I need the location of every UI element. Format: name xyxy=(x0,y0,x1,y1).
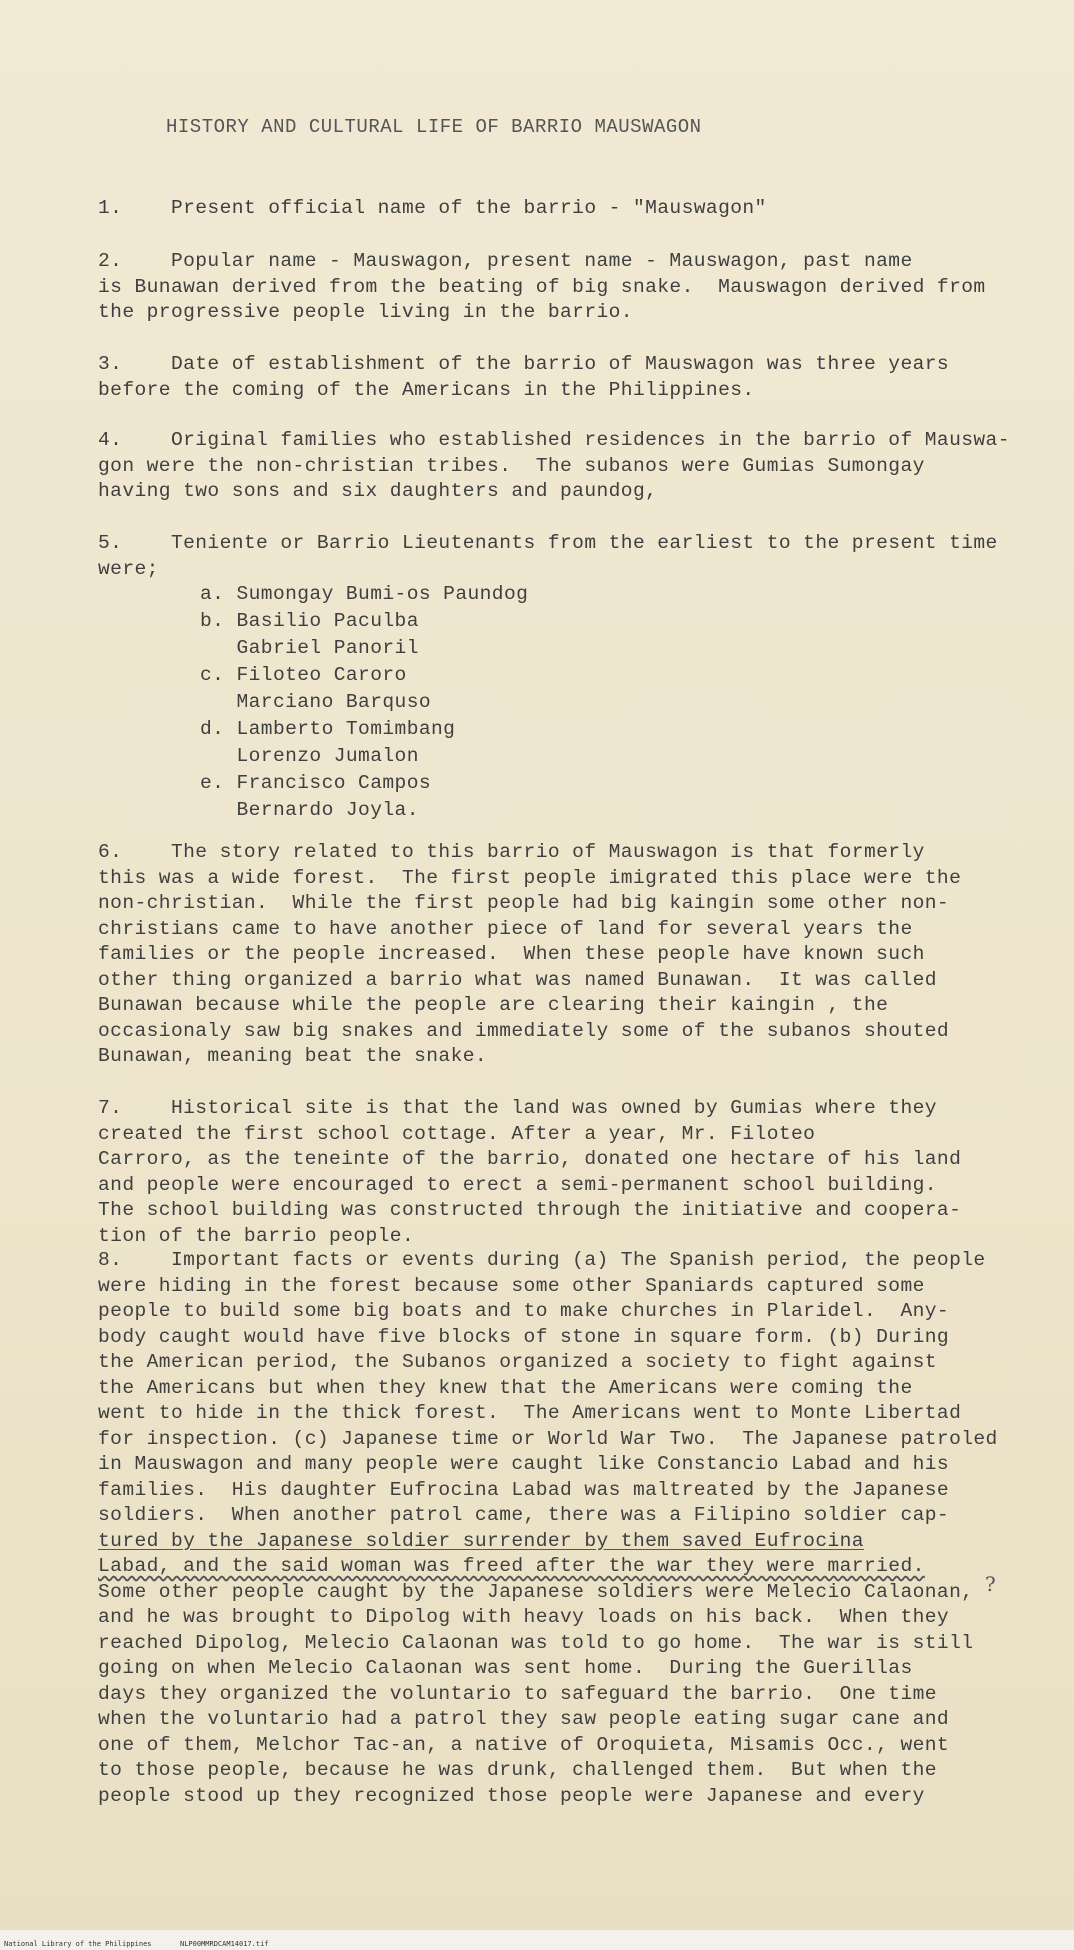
text-line: Bunawan, meaning beat the snake. xyxy=(98,1045,488,1067)
paragraph-1 xyxy=(98,196,1038,222)
text-line: the Americans but when they knew that the Americans were coming the xyxy=(98,1376,913,1399)
text-line: were; xyxy=(98,557,159,580)
text-line: families or the people increased. When these people have known such xyxy=(98,943,925,965)
list-item: d. Lamberto Tomimbang xyxy=(200,718,456,740)
text-line: for inspection. (c) Japanese time or World War Two. The Japanese patroled xyxy=(98,1427,998,1450)
text-line: went to hide in the thick forest. The Americans went to Monte Libertad xyxy=(98,1402,962,1424)
paragraph-4 xyxy=(98,428,1038,505)
paragraph-6 xyxy=(98,840,1038,1070)
text-line: people to build some big boats and to make churches in Plaridel. Any- xyxy=(98,1300,950,1322)
text-line: and he was brought to Dipolog with heavy loads on his back. When they xyxy=(98,1606,950,1628)
paragraph-8 xyxy=(98,1248,1038,1809)
text-line: going on when Melecio Calaonan was sent home. During the Guerillas xyxy=(98,1657,913,1679)
list-item: Bernardo Joyla. xyxy=(200,799,419,821)
text-line: having two sons and six daughters and paundog, xyxy=(98,480,658,502)
text-line: 6. The story related to this barrio of Mauswagon is that formerly xyxy=(98,841,925,863)
text-line: to those people, because he was drunk, challenged them. But when the xyxy=(98,1759,937,1781)
text-line: created the first school cottage. After a year, Mr. Filoteo xyxy=(98,1122,816,1145)
text-line: tion of the barrio people. xyxy=(98,1224,415,1247)
text-line: 1. Present official name of the barrio - "Mauswagon" xyxy=(98,197,767,219)
text-line: is Bunawan derived from the beating of big snake. Mauswagon derived from xyxy=(98,275,986,298)
text-line: this was a wide forest. The first people imigrated this place were the xyxy=(98,866,962,889)
paragraph-3 xyxy=(98,352,1038,403)
text-line: 4. Original families who established residences in the barrio of Mauswa- xyxy=(98,429,1010,451)
text-line: the progressive people living in the barrio. xyxy=(98,301,633,323)
text-line: non-christian. While the first people had big kaingin some other non- xyxy=(98,892,950,914)
text-line: occasionaly saw big snakes and immediately some of the subanos shouted xyxy=(98,1019,950,1042)
text-line: in Mauswagon and many people were caught like Constancio Labad and his xyxy=(98,1453,950,1475)
text-line: soldiers. When another patrol came, there was a Filipino soldier cap- xyxy=(98,1504,950,1526)
underlined-text-line: tured by the Japanese soldier surrender by them saved Eufrocina xyxy=(98,1529,864,1552)
text-line: gon were the non-christian tribes. The subanos were Gumias Sumongay xyxy=(98,454,925,477)
paragraph-2 xyxy=(98,249,1038,326)
text-line: Some other people caught by the Japanese soldiers were Melecio Calaonan, xyxy=(98,1580,974,1603)
paragraph-5 xyxy=(98,531,1038,582)
footer-library-label: National Library of the Philippines xyxy=(4,1940,152,1948)
text-line: and people were encouraged to erect a semi-permanent school building. xyxy=(98,1173,937,1196)
text-line: 7. Historical site is that the land was owned by Gumias where they xyxy=(98,1097,937,1119)
text-line: 5. Teniente or Barrio Lieutenants from the earliest to the present time xyxy=(98,532,998,554)
list-item: c. Filoteo Caroro xyxy=(200,664,407,686)
text-line: 3. Date of establishment of the barrio of Mauswagon was three years xyxy=(98,353,950,375)
text-line: one of them, Melchor Tac-an, a native of Oroquieta, Misamis Occ., went xyxy=(98,1733,950,1756)
text-line: The school building was constructed through the initiative and coopera- xyxy=(98,1199,962,1221)
text-line: when the voluntario had a patrol they saw people eating sugar cane and xyxy=(98,1708,950,1730)
text-line: other thing organized a barrio what was named Bunawan. It was called xyxy=(98,968,937,991)
list-item: a. Sumongay Bumi-os Paundog xyxy=(200,583,529,605)
page-title: HISTORY AND CULTURAL LIFE OF BARRIO MAUSWAGON xyxy=(166,116,702,138)
text-line: families. His daughter Eufrocina Labad was maltreated by the Japanese xyxy=(98,1478,950,1501)
margin-question-mark: ? xyxy=(985,1572,996,1596)
text-line: before the coming of the Americans in the Philippines. xyxy=(98,378,755,401)
lieutenants-list xyxy=(200,581,528,824)
list-item: e. Francisco Campos xyxy=(200,772,432,794)
list-item: Lorenzo Jumalon xyxy=(200,745,419,767)
text-line: christians came to have another piece of land for several years the xyxy=(98,917,913,940)
text-line: the American period, the Subanos organized a society to fight against xyxy=(98,1351,937,1373)
text-line: were hiding in the forest because some other Spaniards captured some xyxy=(98,1274,925,1297)
text-line: body caught would have five blocks of stone in square form. (b) During xyxy=(98,1325,950,1348)
scan-footer-strip xyxy=(0,1930,1074,1950)
text-line: people stood up they recognized those people were Japanese and every xyxy=(98,1784,925,1807)
text-line: days they organized the voluntario to safeguard the barrio. One time xyxy=(98,1682,937,1705)
list-item: b. Basilio Paculba xyxy=(200,610,419,632)
text-line: Bunawan because while the people are clearing their kaingin , the xyxy=(98,994,889,1016)
footer-file-name: NLP00MMRDCAM14017.tif xyxy=(180,1940,269,1948)
list-item: Gabriel Panoril xyxy=(200,637,419,659)
text-line: reached Dipolog, Melecio Calaonan was told to go home. The war is still xyxy=(98,1631,974,1654)
list-item: Marciano Barquso xyxy=(200,691,432,713)
text-line: Carroro, as the teneinte of the barrio, donated one hectare of his land xyxy=(98,1148,962,1170)
text-line: 2. Popular name - Mauswagon, present name - Mauswagon, past name xyxy=(98,250,913,272)
underlined-text-line: Labad, and the said woman was freed after the war they were married. xyxy=(98,1555,925,1577)
text-line: 8. Important facts or events during (a) The Spanish period, the people xyxy=(98,1249,986,1271)
paragraph-7 xyxy=(98,1096,1038,1249)
